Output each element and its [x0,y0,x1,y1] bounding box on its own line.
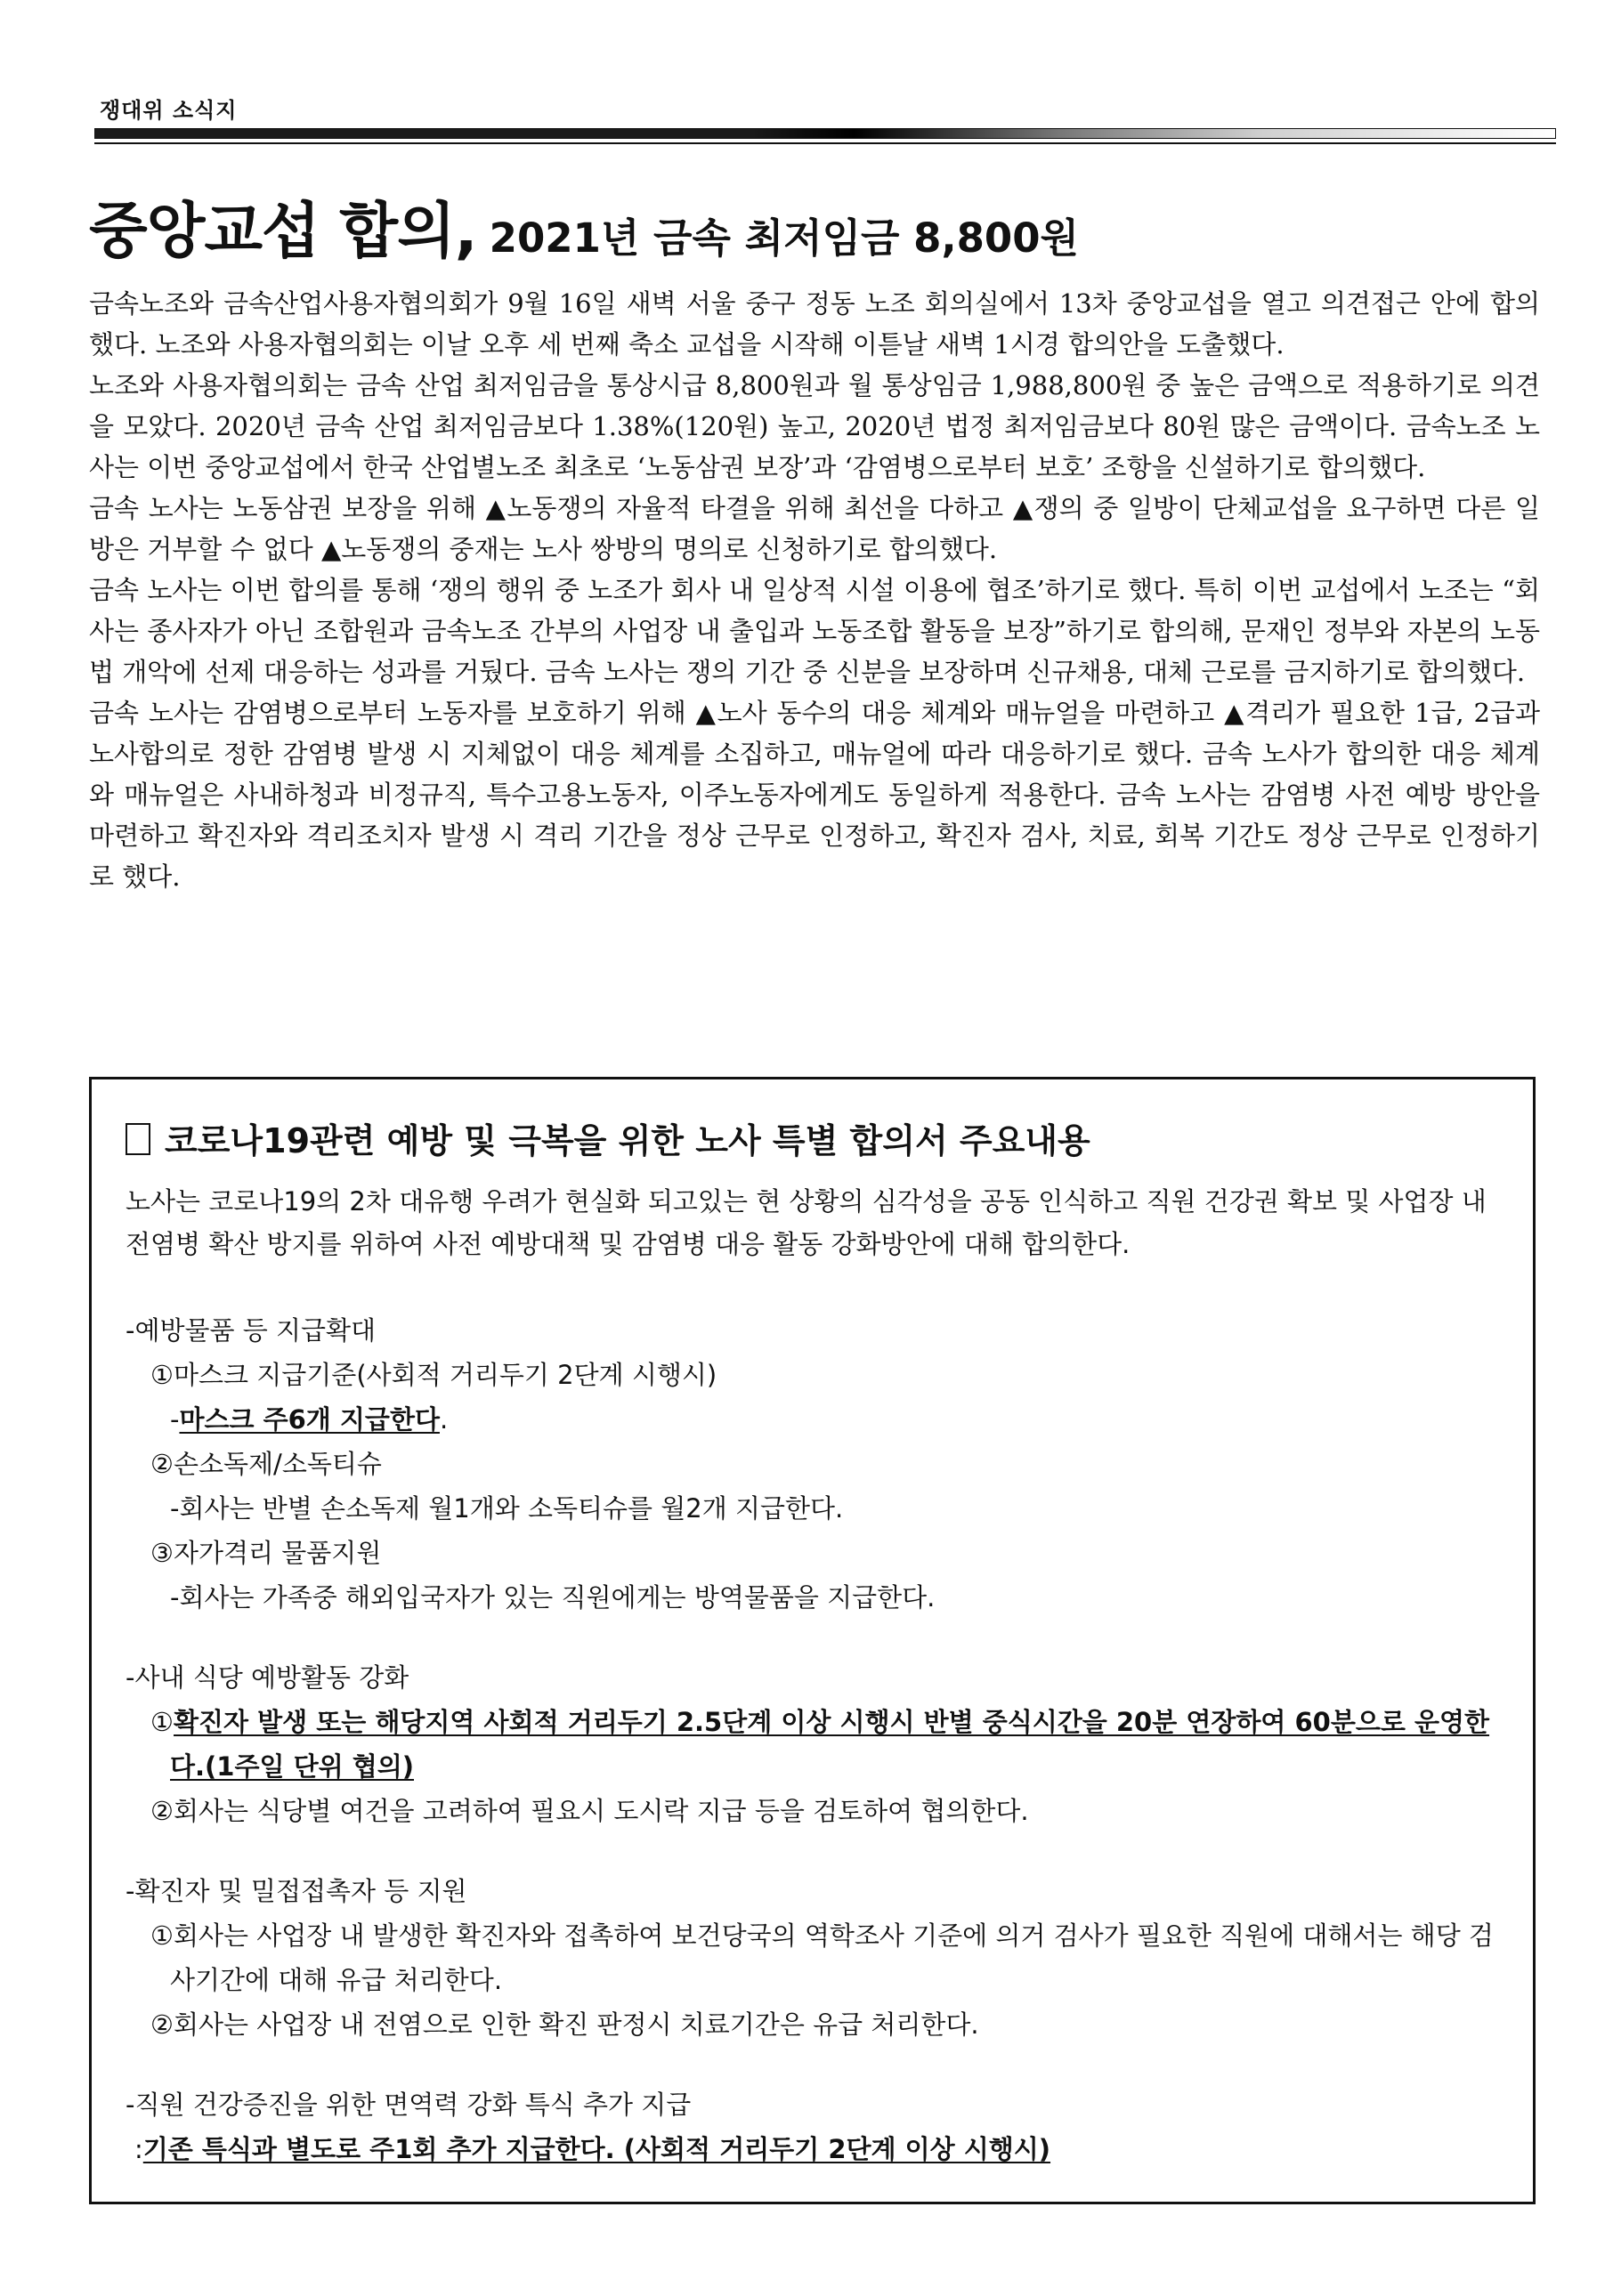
article-paragraph: 금속 노사는 이번 합의를 통해 ‘쟁의 행위 중 노조가 회사 내 일상적 시설 이용에 협조’하기로 했다. 특히 이번 교섭에서 노조는 “회사는 종사자가 아닌 조합원과 금속노조 간부의 사업장 내 출입과 노동조합 활동을 보장”하기로 합의해, 문재인 정부와 자본의 노동법 개악에 선제 대응하는 성과를 거뒀다. 금속 노사는 쟁의 기간 중 신분을 보장하며 신규채용, 대체 근로를 금지하기로 합의했다. [89,575,1540,687]
agreement-intro: 노사는 코로나19의 2차 대유행 우려가 현실화 되고있는 현 상황의 심각성을 공동 인식하고 직원 건강권 확보 및 사업장 내 전염병 확산 방지를 위하여 사전 예방대책 및 감염병 대응 활동 강화방안에 대해 합의한다. [126,1186,1487,1259]
mask-weekly-highlight: 마스크 주6개 지급한다 [179,1404,440,1435]
spacer [126,2047,1496,2082]
header-rule-thin [94,142,1556,144]
item-special-meal [134,2127,1496,2171]
agreement-title-text: 코로나19관련 예방 및 극복을 위한 노사 특별 합의서 주요내용 [165,1121,1090,1160]
item-number: ① [150,1707,174,1737]
agreement-box [89,1077,1536,2204]
agreement-content [126,1113,1496,2171]
square-bullet-icon [126,1123,150,1155]
spacer [126,1620,1496,1655]
spacer [126,1833,1496,1869]
special-meal-highlight: 기존 특식과 별도로 주1회 추가 지급한다. (사회적 거리두기 2단계 이상 시행시) [142,2134,1051,2164]
headline-main: 중앙교섭 합의, [89,197,477,267]
item-mask-criteria: ①마스크 지급기준(사회적 거리두기 2단계 시행시) [150,1360,717,1390]
spacer [126,1265,1496,1308]
article-paragraph: 금속노조와 금속산업사용자협의회가 9월 16일 새벽 서울 중구 정동 노조 회의실에서 13차 중앙교섭을 열고 의견접근 안에 합의했다. 노조와 사용자협의회는 이날 오후 세 번째 축소 교섭을 시작해 이튿날 새벽 1시경 합의안을 도출했다. [89,288,1540,360]
item-mask-detail [170,1397,1496,1442]
newsletter-label: 쟁대위 소식지 [100,98,238,123]
section-confirmed-support: -확진자 및 밀접접촉자 등 지원 [126,1876,467,1906]
section-special-meal: -직원 건강증진을 위한 면역력 강화 특식 추가 지급 [126,2090,692,2120]
item-sanitizer: ②손소독제/소독티슈 [150,1449,382,1479]
item-self-quarantine: ③자가격리 물품지원 [150,1538,382,1568]
item-sanitizer-detail: -회사는 반별 손소독제 월1개와 소독티슈를 월2개 지급한다. [170,1493,844,1524]
header-rule [94,128,1556,139]
dash: - [170,1404,180,1435]
agreement-title [126,1113,1496,1162]
item-treatment-paid: ②회사는 사업장 내 전염으로 인한 확진 판정시 치료기간은 유급 처리한다. [150,2009,979,2040]
article-paragraph: 금속 노사는 노동삼권 보장을 위해 ▲노동쟁의 자율적 타결을 위해 최선을 다하고 ▲쟁의 중 일방이 단체교섭을 요구하면 다른 일방은 거부할 수 없다 ▲노동쟁의 중재는 노사 쌍방의 명의로 신청하기로 합의했다. [89,493,1540,564]
period: . [439,1404,449,1435]
section-prevention-supplies: -예방물품 등 지급확대 [126,1315,377,1346]
lunch-extension-highlight: 확진자 발생 또는 해당지역 사회적 거리두기 2.5단계 이상 시행시 반별 중식시간을 20분 연장하여 60분으로 운영한다.(1주일 단위 협의) [170,1707,1490,1782]
item-lunchbox: ②회사는 식당별 여건을 고려하여 필요시 도시락 지급 등을 검토하여 협의한다. [150,1796,1029,1826]
headline-sub: 2021년 금속 최저임금 8,800원 [489,214,1079,262]
article-paragraph: 노조와 사용자협의회는 금속 산업 최저임금을 통상시급 8,800원과 월 통상임금 1,988,800원 중 높은 금액으로 적용하기로 의견을 모았다. 2020년 금속 산업 최저임금보다 1.38%(120원) 높고, 2020년 법정 최저임금보다 80원 많은 금액이다. 금속노조 노사는 이번 중앙교섭에서 한국 산업별노조 최초로 ‘노동삼권 보장’과 ‘감염병으로부터 보호’ 조항을 신설하기로 합의했다. [89,370,1540,482]
item-test-paid: ①회사는 사업장 내 발생한 확진자와 접촉하여 보건당국의 역학조사 기준에 의거 검사가 필요한 직원에 대해서는 해당 검사기간에 대해 유급 처리한다. [150,1920,1494,1995]
article-body [89,283,1540,897]
item-lunch-extension [150,1700,1496,1789]
article-paragraph: 금속 노사는 감염병으로부터 노동자를 보호하기 위해 ▲노사 동수의 대응 체계와 매뉴얼을 마련하고 ▲격리가 필요한 1급, 2급과 노사합의로 정한 감염병 발생 시 지체없이 대응 체계를 소집하고, 매뉴얼에 따라 대응하기로 했다. 금속 노사가 합의한 대응 체계와 매뉴얼은 사내하청과 비정규직, 특수고용노동자, 이주노동자에게도 동일하게 적용한다. 금속 노사는 감염병 사전 예방 방안을 마련하고 확진자와 격리조치자 발생 시 격리 기간을 정상 근무로 인정하고, 확진자 검사, 치료, 회복 기간도 정상 근무로 인정하기로 했다. [89,698,1540,892]
colon: : [134,2134,143,2164]
section-cafeteria: -사내 식당 예방활동 강화 [126,1662,409,1693]
headline [89,183,1079,270]
item-self-quarantine-detail: -회사는 가족중 해외입국자가 있는 직원에게는 방역물품을 지급한다. [170,1582,936,1613]
